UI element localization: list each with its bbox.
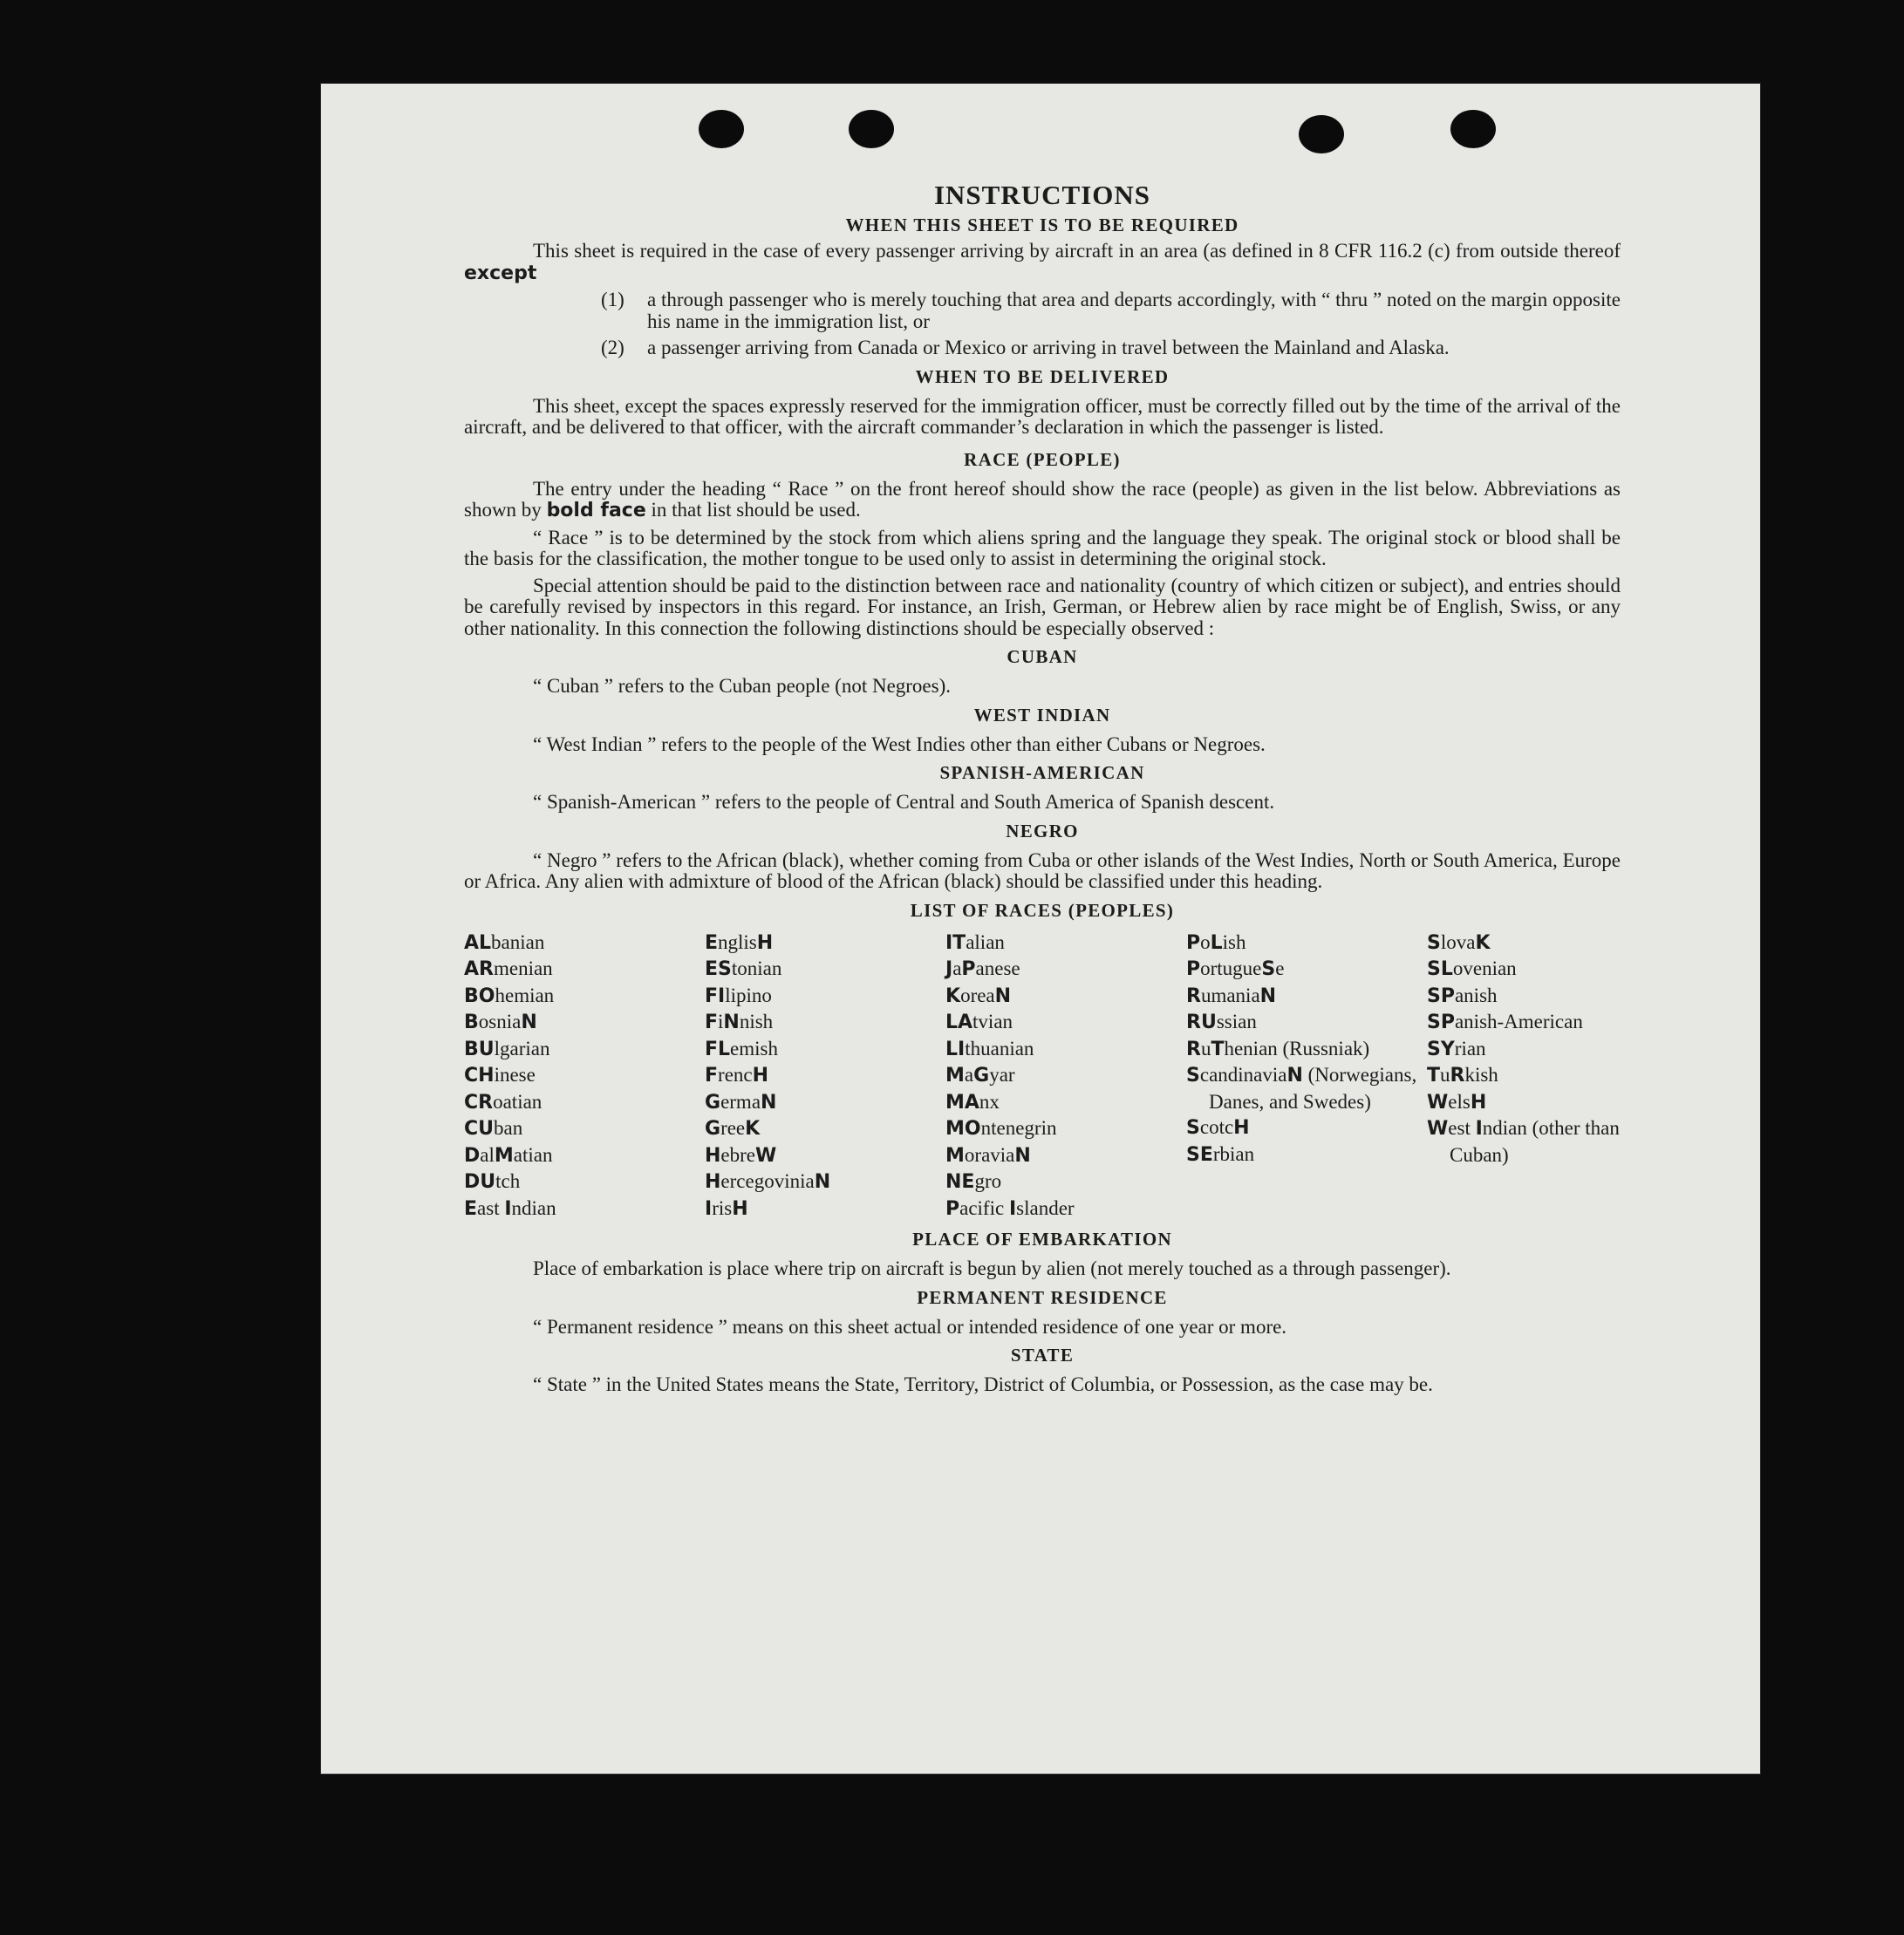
races-list xyxy=(464,930,1621,1223)
paragraph-cuban: “ Cuban ” refers to the Cuban people (not Negroes). xyxy=(533,675,952,697)
paragraph-race-2: “ Race ” is to be determined by the stock from which aliens spring and the language they speak. The original stock or blood shall be the basis for the classification, the mother tongue to be used only to assist in determining the original stock. xyxy=(464,526,1621,569)
instructions-body xyxy=(464,180,1621,1401)
race-entry: MoraviaN xyxy=(945,1143,1031,1167)
race-entry: Pacific Islander xyxy=(945,1196,1075,1220)
heading-when-required: WHEN THIS SHEET IS TO BE REQUIRED xyxy=(845,215,1239,235)
race-entry: HercegoviniaN xyxy=(705,1170,831,1193)
race-entry: SPanish xyxy=(1427,984,1498,1007)
heading-race: RACE (PEOPLE) xyxy=(964,448,1121,470)
heading-negro: NEGRO xyxy=(1006,820,1079,841)
race-entry: RUssian xyxy=(1186,1011,1257,1033)
bold-except: except xyxy=(464,262,537,284)
race-entry: CUban xyxy=(464,1117,523,1140)
race-column xyxy=(945,930,1186,1223)
exception-item-1: (1) a through passenger who is merely touching that area and departs accordingly, with “ thru ” noted on the margin opposite his name in the immigration list, or xyxy=(601,289,1621,332)
race-entry: SPanish-American xyxy=(1427,1011,1583,1033)
race-entry: JaPanese xyxy=(945,957,1020,980)
heading-state: STATE xyxy=(1010,1345,1075,1366)
exception-item-2: (2) a passenger arriving from Canada or Mexico or arriving in travel between the Mainland and Alaska. xyxy=(601,337,1450,358)
document-sheet xyxy=(321,84,1760,1774)
race-entry: LAtvian xyxy=(945,1011,1013,1033)
race-entry: SErbian xyxy=(1186,1142,1255,1166)
paragraph-embarkation: Place of embarkation is place where trip on aircraft is begun by alien (not merely touched as a through passenger). xyxy=(533,1257,1451,1279)
heading-cuban: CUBAN xyxy=(1007,646,1078,667)
race-entry: WelsH xyxy=(1427,1090,1487,1114)
race-entry: BosniaN xyxy=(464,1011,537,1033)
race-entry: NEgro xyxy=(945,1170,1002,1193)
race-entry: KoreaN xyxy=(945,984,1012,1007)
race-entry: West Indian (other than Cuban) xyxy=(1427,1117,1620,1166)
paragraph-negro: “ Negro ” refers to the African (black), whether coming from Cuba or other islands of the West Indies, North or South America, Europe or Africa. Any alien with admixture of blood of the African (black) should be classified under this heading. xyxy=(464,848,1621,892)
race-entry: ITalian xyxy=(945,930,1005,954)
paragraph-west-indian: “ West Indian ” refers to the people of the West Indies other than either Cubans or Negroes. xyxy=(533,732,1266,755)
race-entry: GreeK xyxy=(705,1117,761,1140)
heading-west-indian: WEST INDIAN xyxy=(973,704,1111,726)
race-entry: CRoatian xyxy=(464,1090,543,1114)
heading-spanish-american: SPANISH-AMERICAN xyxy=(939,762,1145,783)
race-entry: CHinese xyxy=(464,1064,536,1087)
race-column xyxy=(1427,930,1621,1223)
paragraph-race-1: The entry under the heading “ Race ” on the front hereof should show the race (people) as given in the list below. Abbreviations as shown by bold face in that list should be used. xyxy=(464,477,1621,521)
race-column xyxy=(705,930,945,1223)
race-entry: EnglisH xyxy=(705,930,774,954)
paragraph-state: “ State ” in the United States means the State, Territory, District of Columbia, or Possession, as the case may be. xyxy=(533,1373,1433,1395)
race-entry: HebreW xyxy=(705,1143,777,1167)
race-entry: EStonian xyxy=(705,957,782,980)
paragraph-spanish-american: “ Spanish-American ” refers to the people of Central and South America of Spanish descent. xyxy=(533,791,1275,813)
race-entry: FIlipino xyxy=(705,984,772,1007)
page-title: INSTRUCTIONS xyxy=(933,180,1150,210)
race-entry: ALbanian xyxy=(464,930,545,954)
race-entry: FLemish xyxy=(705,1037,778,1060)
paragraph-race-3: Special attention should be paid to the distinction between race and nationality (country of which citizen or subject), and entries should be carefully revised by inspectors in this regard. For instance, an Irish, German, or Hebrew alien by race might be of English, Swiss, or any other nationality. In this connection the following distinctions should be especially observed : xyxy=(464,574,1621,639)
punch-hole xyxy=(1299,115,1344,153)
race-entry: ARmenian xyxy=(464,957,553,980)
race-entry: TuRkish xyxy=(1427,1064,1498,1087)
race-entry: BOhemian xyxy=(464,984,555,1007)
heading-embarkation: PLACE OF EMBARKATION xyxy=(912,1229,1172,1250)
punch-hole xyxy=(699,110,744,148)
paragraph-when-required: This sheet is required in the case of every passenger arriving by aircraft in an area (as defined in 8 CFR 116.2 (c) from outside thereof except xyxy=(464,240,1621,284)
race-entry: SLovenian xyxy=(1427,957,1517,980)
race-column xyxy=(1186,930,1427,1223)
punch-hole xyxy=(1450,110,1496,148)
race-entry: RuThenian (Russniak) xyxy=(1186,1037,1370,1060)
heading-when-delivered: WHEN TO BE DELIVERED xyxy=(915,365,1170,387)
race-entry: MOntenegrin xyxy=(945,1117,1057,1140)
race-entry: IrisH xyxy=(705,1196,748,1220)
race-entry: SYrian xyxy=(1427,1037,1486,1060)
paragraph-permanent-residence: “ Permanent residence ” means on this sheet actual or intended residence of one year or more. xyxy=(533,1315,1287,1338)
race-entry: MaGyar xyxy=(945,1064,1015,1087)
race-column xyxy=(464,930,705,1223)
race-entry: LIthuanian xyxy=(945,1037,1034,1060)
race-entry: DalMatian xyxy=(464,1143,553,1167)
punch-hole xyxy=(849,110,894,148)
race-entry: ScandinaviaN (Norwegians, Danes, and Swedes) xyxy=(1186,1064,1417,1113)
bold-face-text: bold face xyxy=(546,500,646,521)
heading-list-of-races: LIST OF RACES (PEOPLES) xyxy=(910,899,1175,921)
race-entry: FrencH xyxy=(705,1064,769,1087)
race-entry: ScotcH xyxy=(1186,1116,1250,1139)
race-entry: RumaniaN xyxy=(1186,984,1277,1007)
race-entry: BUlgarian xyxy=(464,1037,550,1060)
race-entry: MAnx xyxy=(945,1090,1000,1114)
race-entry: East Indian xyxy=(464,1196,556,1220)
paragraph-when-delivered: This sheet, except the spaces expressly reserved for the immigration officer, must be correctly filled out by the time of the arrival of the aircraft, and be delivered to that officer, with the aircraft commander’s declaration in which the passenger is listed. xyxy=(464,394,1621,438)
race-entry: FiNnish xyxy=(705,1011,774,1033)
race-entry: PortugueSe xyxy=(1186,957,1285,980)
race-entry: GermaN xyxy=(705,1090,777,1114)
heading-permanent-residence: PERMANENT RESIDENCE xyxy=(917,1286,1168,1308)
race-entry: PoLish xyxy=(1186,930,1246,954)
race-entry: SlovaK xyxy=(1427,930,1491,954)
race-entry: DUtch xyxy=(464,1170,521,1193)
